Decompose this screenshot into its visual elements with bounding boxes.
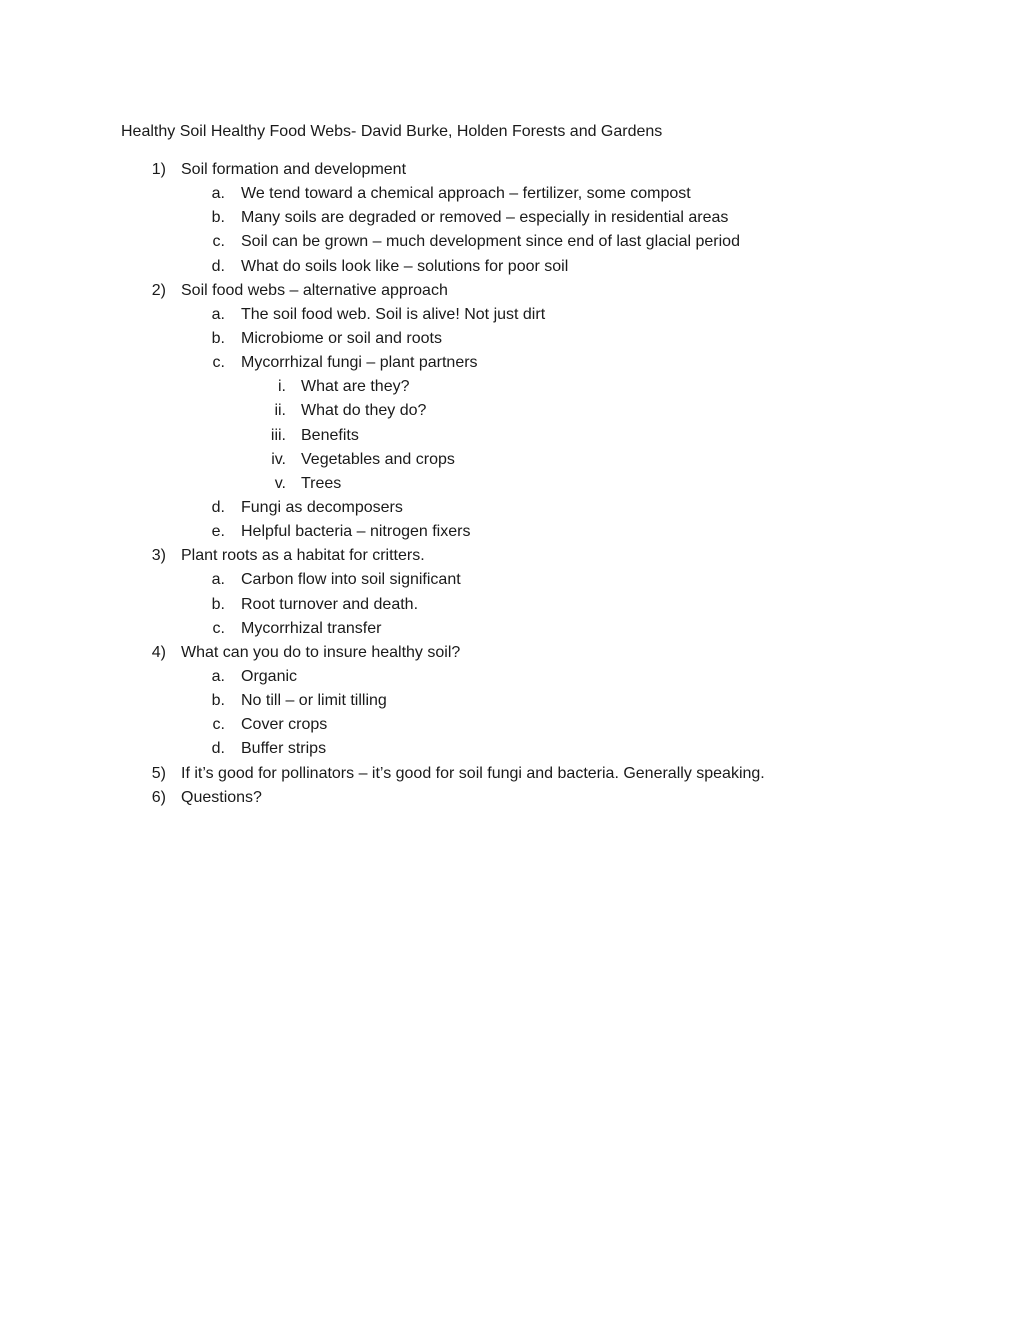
outline-marker: a. <box>211 185 225 203</box>
outline-text: Buffer strips <box>241 740 327 758</box>
outline-marker: b. <box>211 595 225 613</box>
outline-item <box>0 424 1020 448</box>
outline-text: Organic <box>241 667 298 685</box>
outline-text: We tend toward a chemical approach – fertilizer, some compost <box>241 185 691 203</box>
outline-marker: 4) <box>151 643 166 661</box>
outline-text: Mycorrhizal fungi – plant partners <box>241 354 478 372</box>
outline-item <box>0 641 1020 665</box>
outline-item <box>0 351 1020 375</box>
outline-marker: b. <box>211 209 225 227</box>
outline-marker: c. <box>212 354 225 372</box>
outline-text: Soil can be grown – much development since end of last glacial period <box>241 233 740 251</box>
outline-text: What can you do to insure healthy soil? <box>181 643 461 661</box>
outline-marker: d. <box>211 498 225 516</box>
outline-item <box>0 472 1020 496</box>
outline-item <box>0 593 1020 617</box>
outline-text: What do they do? <box>301 402 427 420</box>
outline-text: Soil food webs – alternative approach <box>181 281 448 299</box>
outline-item <box>0 182 1020 206</box>
outline-marker: 1) <box>151 161 166 178</box>
outline-marker: a. <box>211 667 225 685</box>
outline-marker: 3) <box>151 547 166 565</box>
outline-list <box>0 158 1020 810</box>
document-title: Healthy Soil Healthy Food Webs- David Burke, Holden Forests and Gardens <box>121 123 663 140</box>
outline-text: Questions? <box>181 788 262 806</box>
outline-item <box>0 737 1020 761</box>
outline-item <box>0 496 1020 520</box>
outline-text: Mycorrhizal transfer <box>241 619 382 637</box>
outline-marker: b. <box>211 329 225 347</box>
outline-marker: 5) <box>151 764 166 782</box>
outline-marker: i. <box>278 378 286 396</box>
outline-marker: e. <box>211 523 225 541</box>
outline-item <box>0 689 1020 713</box>
outline-item <box>0 230 1020 254</box>
outline-text: The soil food web. Soil is alive! Not just dirt <box>241 305 546 323</box>
outline-item <box>0 544 1020 568</box>
outline-item <box>0 158 1020 182</box>
outline-marker: 6) <box>151 788 166 806</box>
outline-text: Plant roots as a habitat for critters. <box>181 547 425 565</box>
outline-text: Cover crops <box>241 716 328 734</box>
outline-item <box>0 713 1020 737</box>
outline-marker: a. <box>211 571 225 589</box>
outline-item <box>0 617 1020 641</box>
outline-text: Carbon flow into soil significant <box>241 571 461 589</box>
outline-text: Root turnover and death. <box>241 595 419 613</box>
outline-marker: c. <box>212 619 225 637</box>
outline-item <box>0 786 1020 810</box>
outline-item <box>0 448 1020 472</box>
outline-item <box>0 520 1020 544</box>
outline-marker: c. <box>212 716 225 734</box>
outline-marker: v. <box>274 474 286 492</box>
outline-marker: iv. <box>271 450 286 468</box>
outline-item <box>0 327 1020 351</box>
outline-text: No till – or limit tilling <box>241 692 387 710</box>
outline-text: Trees <box>301 474 342 492</box>
outline-marker: c. <box>212 233 225 251</box>
outline-marker: ii. <box>274 402 286 420</box>
outline-text: Microbiome or soil and roots <box>241 329 442 347</box>
outline-marker: iii. <box>270 426 286 444</box>
outline-marker: d. <box>211 257 225 275</box>
outline-item <box>0 303 1020 327</box>
outline-text: Fungi as decomposers <box>241 498 403 516</box>
outline-marker: 2) <box>151 281 166 299</box>
outline-item <box>0 206 1020 230</box>
outline-text: What do soils look like – solutions for poor soil <box>241 257 569 275</box>
outline-item <box>0 762 1020 786</box>
outline-marker: a. <box>211 305 225 323</box>
outline-text: What are they? <box>301 378 410 396</box>
outline-text: Benefits <box>301 426 359 444</box>
outline-text: Soil formation and development <box>181 161 407 178</box>
outline-item <box>0 279 1020 303</box>
outline-item <box>0 255 1020 279</box>
outline-text: Helpful bacteria – nitrogen fixers <box>241 523 471 541</box>
outline-text: Vegetables and crops <box>301 450 455 468</box>
outline-item <box>0 375 1020 399</box>
outline-text: Many soils are degraded or removed – especially in residential areas <box>241 209 729 227</box>
outline-marker: d. <box>211 740 225 758</box>
outline-item <box>0 568 1020 592</box>
outline-item <box>0 665 1020 689</box>
outline-item <box>0 399 1020 423</box>
outline-text: If it’s good for pollinators – it’s good for soil fungi and bacteria. Generally speaking. <box>181 764 765 782</box>
outline-marker: b. <box>211 692 225 710</box>
